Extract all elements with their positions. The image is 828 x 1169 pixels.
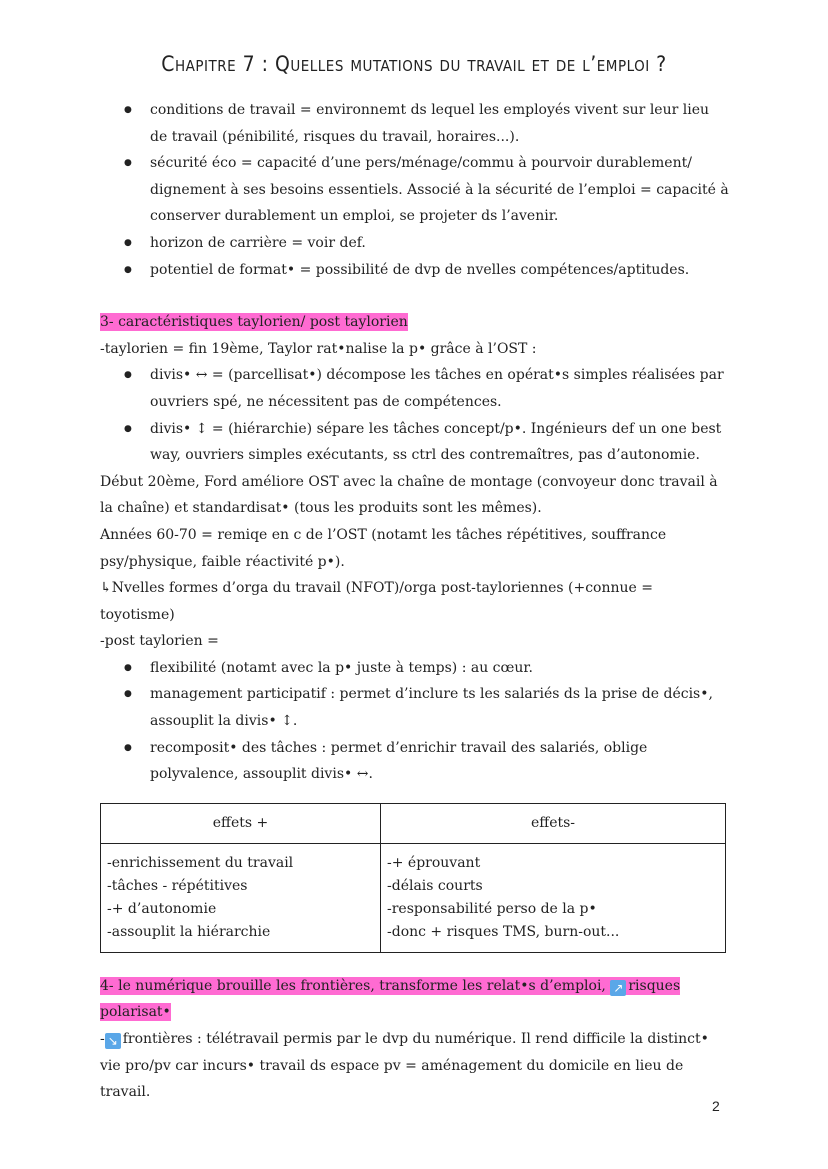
table-line: -assouplit la hiérarchie (107, 923, 271, 940)
paragraph-text: frontières : télétravail permis par le dvp du numérique. Il rend difficile la distinct• vie pro/pv car incurs• travail ds espace pv = aménagement du domicile en lieu de travail. (100, 1031, 709, 1101)
document-body (100, 97, 730, 1106)
table-cell-positive (101, 843, 381, 952)
heading-text: 4- le numérique brouille les frontières, transforme les relat•s d’emploi, (100, 977, 611, 994)
arrow-up-right-icon: ↗ (610, 980, 626, 996)
list-item: ● sécurité éco = capacité d’une pers/ménage/commu à pourvoir durablement/ dignement à ses besoins essentiels. Associé à la sécurité de l’emploi = capacité à conserver durablement un emploi, se projeter ds l’avenir. (100, 150, 730, 230)
table-cell-negative (381, 843, 726, 952)
section-3-heading (100, 309, 730, 336)
table-header-positive: effets + (101, 803, 381, 843)
section-4-heading (100, 973, 730, 1026)
page-title: Chapitre 7 : Quelles mutations du travail et de l’emploi ? (161, 52, 667, 76)
table-header-negative: effets- (381, 803, 726, 843)
paragraph: ↳Nvelles formes d’orga du travail (NFOT)/orga post-tayloriennes (+connue = toyotisme) (100, 580, 653, 623)
table-line: -délais courts (387, 877, 483, 894)
list-item: ● management participatif : permet d’inclure ts les salariés ds la prise de décis•, assouplit la divis• ↕. (100, 681, 730, 734)
paragraph (100, 1026, 730, 1106)
page-number: 2 (712, 1098, 720, 1114)
post-taylorien-list (100, 655, 730, 788)
arrow-down-right-icon: ↘ (105, 1033, 121, 1049)
paragraph: Années 60-70 = remiqe en c de l’OST (notamt les tâches répétitives, souffrance psy/physique, faible réactivité p•). (100, 526, 667, 570)
paragraph: -taylorien = fin 19ème, Taylor rat•nalise la p• grâce à l’OST : (100, 340, 537, 357)
table-line: -tâches - répétitives (107, 877, 248, 894)
list-item: ● divis• ↕ = (hiérarchie) sépare les tâches concept/p•. Ingénieurs def un one best way, ouvriers simples exécutants, ss ctrl des contremaîtres, pas d’autonomie. (100, 416, 730, 469)
table-line: -donc + risques TMS, burn-out... (387, 923, 620, 940)
paragraph: -post taylorien = (100, 633, 219, 650)
list-item: ● flexibilité (notamt avec la p• juste à temps) : au cœur. (100, 655, 730, 682)
table-line: -enrichissement du travail (107, 854, 294, 871)
list-item: ● recomposit• des tâches : permet d’enrichir travail des salariés, oblige polyvalence, assouplit divis• ↔. (100, 735, 730, 788)
list-item: ● divis• ↔ = (parcellisat•) décompose les tâches en opérat•s simples réalisées par ouvriers spé, ne nécessitent pas de compétences. (100, 362, 730, 415)
taylorien-list (100, 362, 730, 468)
paragraph: Début 20ème, Ford améliore OST avec la chaîne de montage (convoyeur donc travail à la chaîne) et standardisat• (tous les produits sont les mêmes). (100, 473, 718, 517)
list-item: ● conditions de travail = environnemt ds lequel les employés vivent sur leur lieu de travail (pénibilité, risques du travail, horaires...). (100, 97, 730, 150)
effects-table (100, 803, 726, 953)
highlight: 3- caractéristiques taylorien/ post taylorien (100, 314, 408, 331)
list-item: ● potentiel de format• = possibilité de dvp de nvelles compétences/aptitudes. (100, 257, 730, 284)
definitions-list (100, 97, 730, 283)
heading-text: risques polarisat• (100, 977, 681, 1021)
table-line: -responsabilité perso de la p• (387, 900, 597, 917)
table-line: -+ éprouvant (387, 854, 481, 871)
list-item: ● horizon de carrière = voir def. (100, 230, 730, 257)
table-line: -+ d’autonomie (107, 900, 217, 917)
dash: - (100, 1031, 105, 1048)
